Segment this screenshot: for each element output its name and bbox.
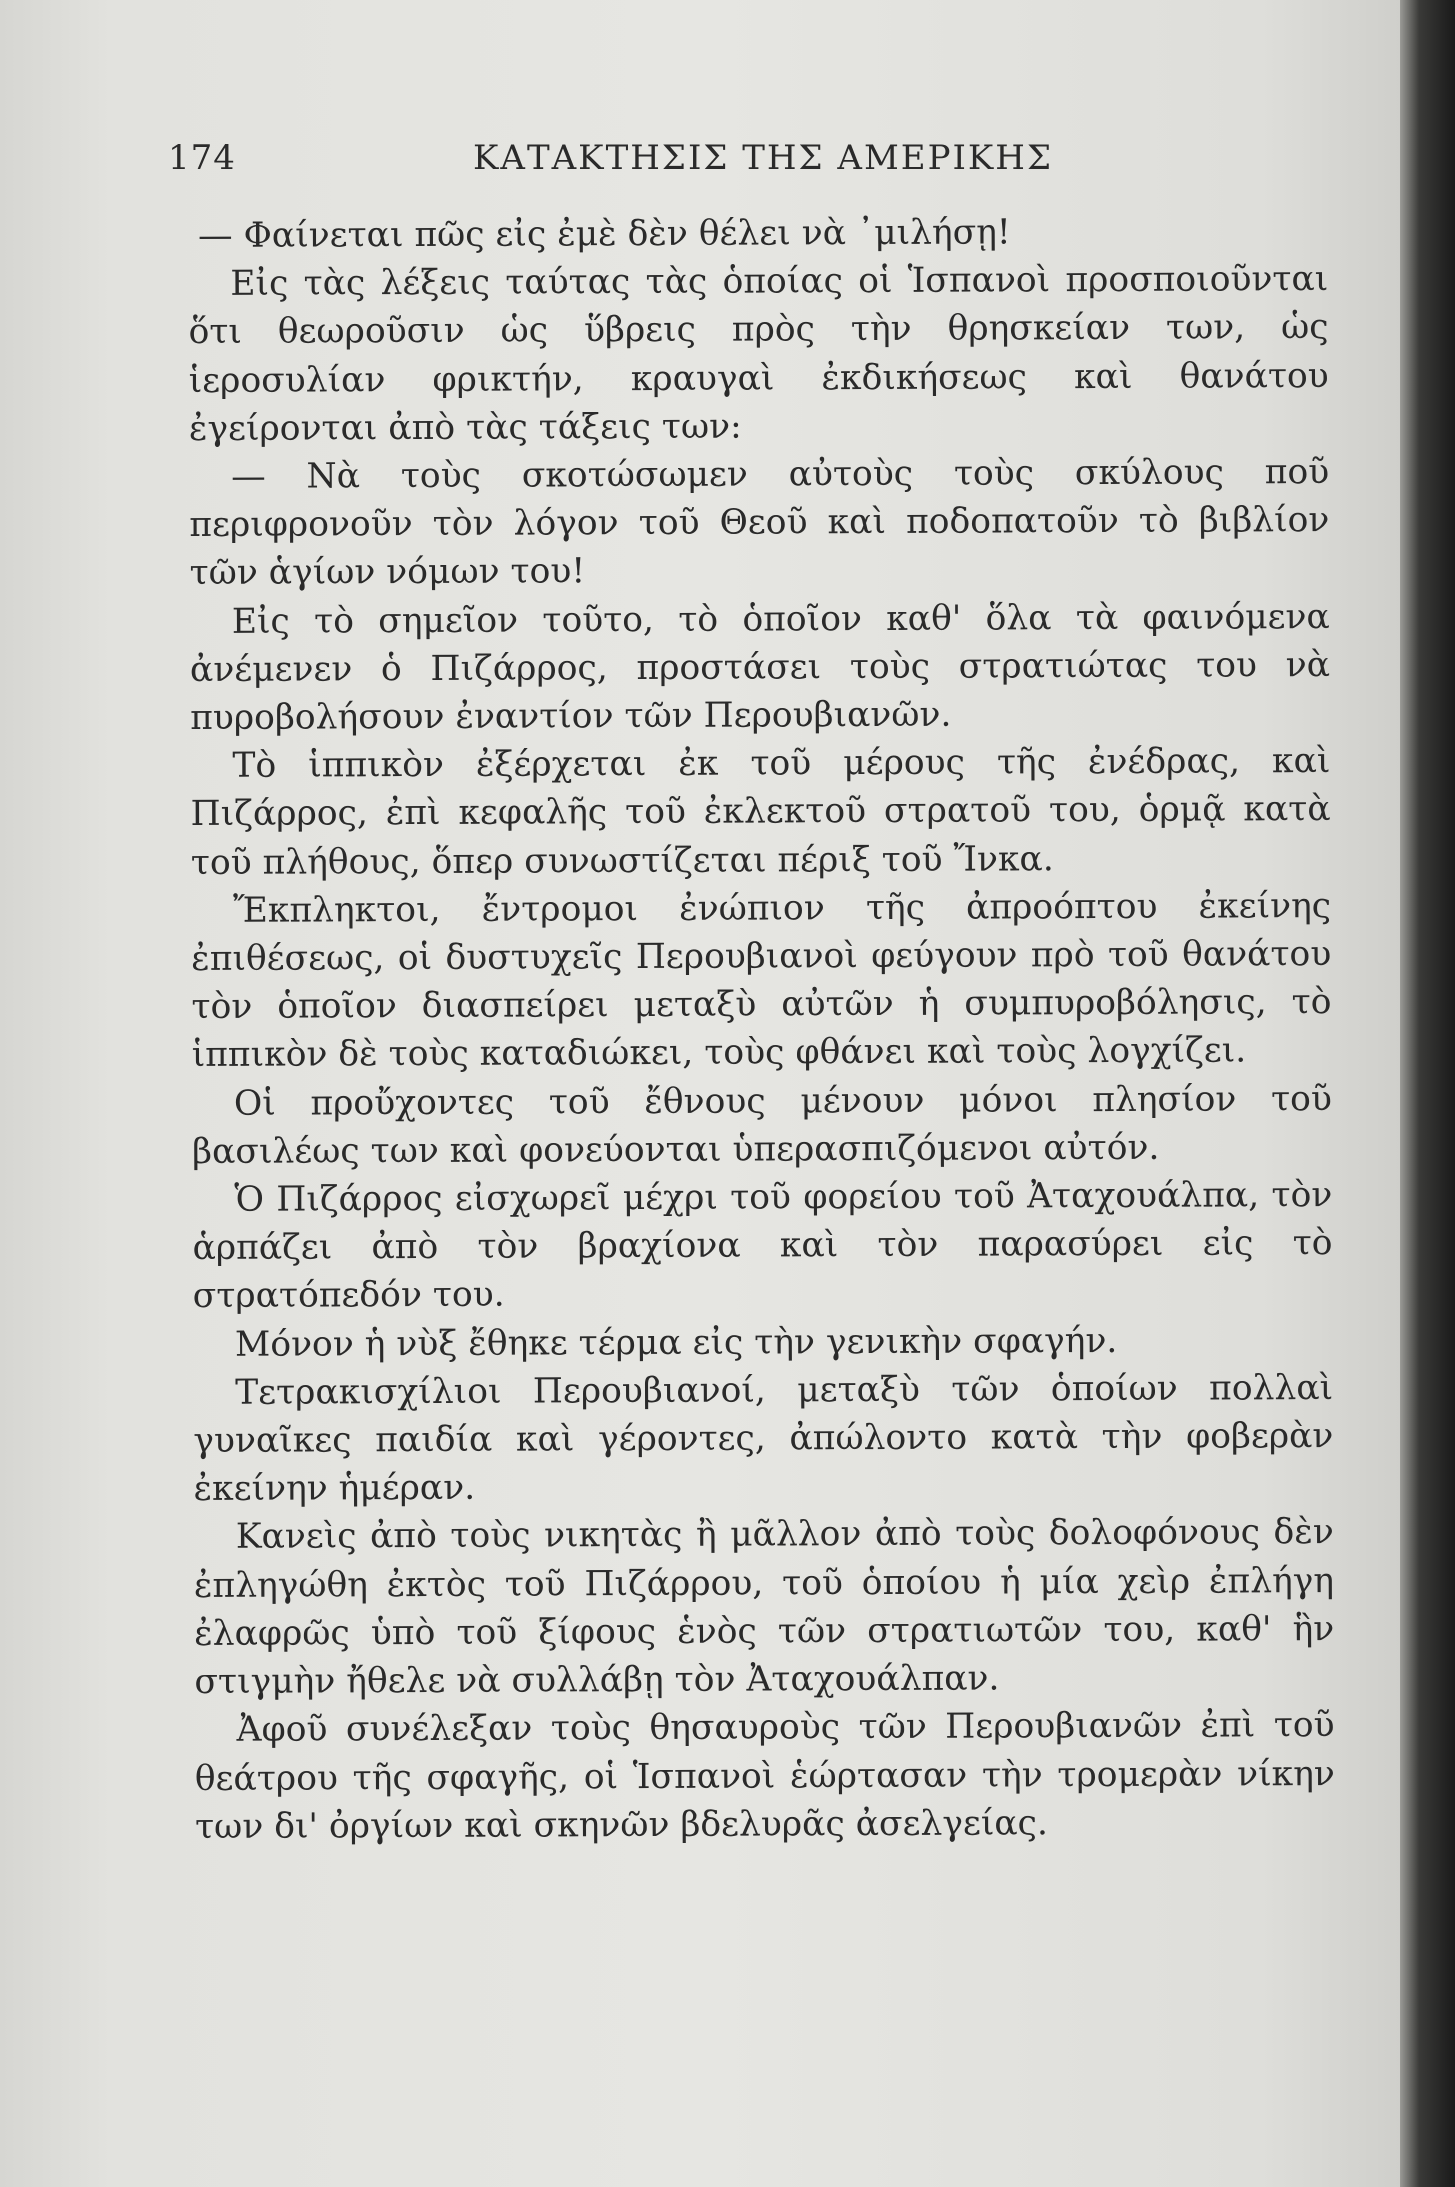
paragraph: Τὸ ἱππικὸν ἐξέρχεται ἐκ τοῦ μέρους τῆς ἐνέδρας, καὶ Πιζάρρος, ἐπὶ κεφαλῆς τοῦ ἐκλεκτοῦ στρατοῦ του, ὁρμᾷ κατὰ τοῦ πλήθους, ὅπερ συνωστίζεται πέριξ τοῦ Ἴνκα. bbox=[190, 741, 1331, 883]
paragraph: Τετρακισχίλιοι Περουβιανοί, μεταξὺ τῶν ὁποίων πολλαὶ γυναῖκες παιδία καὶ γέροντες, ἀπώλοντο κατὰ τὴν φοβερὰν ἐκείνην ἡμέραν. bbox=[193, 1367, 1334, 1510]
paragraph: Ὁ Πιζάρρος εἰσχωρεῖ μέχρι τοῦ φορείου τοῦ Ἀταχουάλπα, τὸν ἁρπάζει ἀπὸ τὸν βραχίονα καὶ τὸν παρασύρει εἰς τὸ στρατόπεδόν του. bbox=[192, 1175, 1333, 1317]
page-header bbox=[168, 138, 1348, 188]
body-text bbox=[188, 207, 1335, 1851]
book-spine-shadow bbox=[1400, 0, 1455, 2187]
page-number: 174 bbox=[168, 138, 236, 178]
paragraph: Εἰς τὰς λέξεις ταύτας τὰς ὁποίας οἱ Ἱσπανοὶ προσποιοῦνται ὅτι θεωροῦσιν ὡς ὕβρεις πρὸς τὴν θρησκείαν των, ὡς ἱεροσυλίαν φρικτήν, κραυγαὶ ἐκδικήσεως καὶ θανάτου ἐγείρονται ἀπὸ τὰς τάξεις των: bbox=[188, 259, 1329, 449]
paragraph: Μόνον ἡ νὺξ ἔθηκε τέρμα εἰς τὴν γενικὴν σφαγήν. bbox=[234, 1320, 1118, 1365]
paragraph: Ἀφοῦ συνέλεξαν τοὺς θησαυροὺς τῶν Περουβιανῶν ἐπὶ τοῦ θεάτρου τῆς σφαγῆς, οἱ Ἱσπανοὶ ἑώρτασαν τὴν τρομερὰν νίκην των δι' ὀργίων καὶ σκηνῶν βδελυρᾶς ἀσελγείας. bbox=[194, 1705, 1335, 1847]
paragraph: Εἰς τὸ σημεῖον τοῦτο, τὸ ὁποῖον καθ' ὅλα τὰ φαινόμενα ἀνέμενεν ὁ Πιζάρρος, προστάσει τοὺς στρατιώτας του νὰ πυροβολήσουν ἐναντίον τῶν Περουβιανῶν. bbox=[189, 596, 1331, 739]
paragraph: — Φαίνεται πῶς εἰς ἐμὲ δὲν θέλει νὰ ᾿μιλήσῃ! bbox=[198, 212, 1011, 256]
paragraph: Ἔκπληκτοι, ἔντρομοι ἐνώπιον τῆς ἀπροόπτου ἐκείνης ἐπιθέσεως, οἱ δυστυχεῖς Περουβιανοὶ φεύγουν πρὸ τοῦ θανάτου τὸν ὁποῖον διασπείρει μεταξὺ αὐτῶν ἡ συμπυροβόλησις, τὸ ἱππικὸν δὲ τοὺς καταδιώκει, τοὺς φθάνει καὶ τοὺς λογχίζει. bbox=[191, 885, 1332, 1076]
paragraph: Οἱ προὔχοντες τοῦ ἔθνους μένουν μόνοι πλησίον τοῦ βασιλέως των καὶ φονεύονται ὑπερασπιζόμενοι αὐτόν. bbox=[192, 1078, 1332, 1172]
running-title: ΚΑΤΑΚΤΗΣΙΣ ΤΗΣ ΑΜΕΡΙΚΗΣ bbox=[473, 138, 1053, 178]
paragraph: — Νὰ τοὺς σκοτώσωμεν αὐτοὺς τοὺς σκύλους ποῦ περιφρονοῦν τὸν λόγον τοῦ Θεοῦ καὶ ποδοπατοῦν τὸ βιβλίον τῶν ἁγίων νόμων του! bbox=[189, 452, 1330, 594]
paragraph: Κανεὶς ἀπὸ τοὺς νικητὰς ἢ μᾶλλον ἀπὸ τοὺς δολοφόνους δὲν ἐπληγώθη ἐκτὸς τοῦ Πιζάρρου, τοῦ ὁποίου ἡ μία χεὶρ ἐπλήγη ἐλαφρῶς ὑπὸ τοῦ ξίφους ἑνὸς τῶν στρατιωτῶν του, καθ' ἣν στιγμὴν ἤθελε νὰ συλλάβῃ τὸν Ἀταχουάλπαν. bbox=[193, 1512, 1335, 1703]
